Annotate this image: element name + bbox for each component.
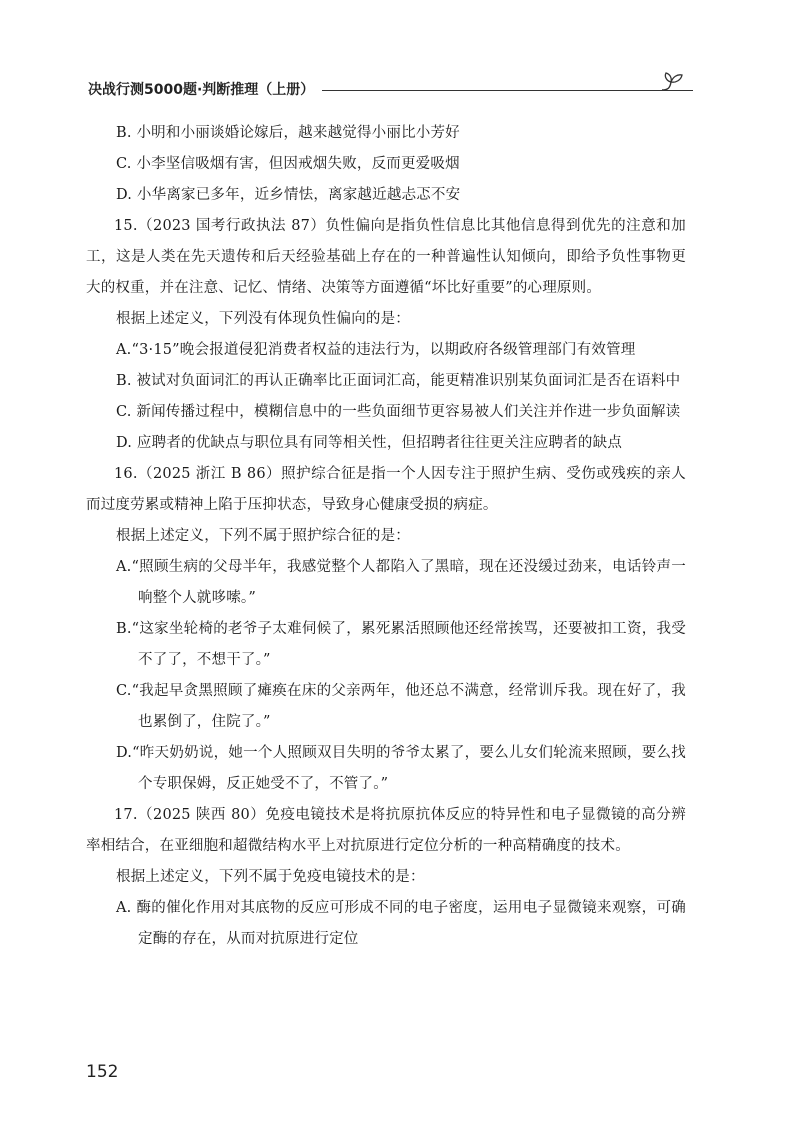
question-15-option-a: A.“3·15”晚会报道侵犯消费者权益的违法行为，以期政府各级管理部门有效管理 bbox=[116, 342, 636, 358]
question-16-option-a: A.“照顾生病的父母半年，我感觉整个人都陷入了黑暗，现在还没缓过劲来，电话铃声一响整个人就哆嗦。” bbox=[116, 559, 686, 606]
prev-option-c: C. 小李坚信吸烟有害，但因戒烟失败，反而更爱吸烟 bbox=[116, 156, 460, 172]
question-16-option-c: C.“我起早贪黑照顾了瘫痪在床的父亲两年，他还总不满意，经常训斥我。现在好了，我也累倒了，住院了。” bbox=[116, 683, 686, 730]
prev-option-d: D. 小华离家已多年，近乡情怯，离家越近越忐忑不安 bbox=[116, 187, 461, 203]
question-17-stem: 17.（2025 陕西 80）免疫电镜技术是将抗原抗体反应的特异性和电子显微镜的高分辨率相结合，在亚细胞和超微结构水平上对抗原进行定位分析的一种高精确度的技术。 bbox=[86, 807, 686, 854]
question-16-lead: 根据上述定义，下列不属于照护综合征的是： bbox=[116, 528, 410, 544]
sprout-icon bbox=[658, 68, 686, 96]
question-15-option-d: D. 应聘者的优缺点与职位具有同等相关性，但招聘者往往更关注应聘者的缺点 bbox=[116, 435, 623, 451]
prev-option-b: B. 小明和小丽谈婚论嫁后，越来越觉得小丽比小芳好 bbox=[116, 125, 460, 141]
header-rule bbox=[322, 90, 693, 91]
question-15-stem: 15.（2023 国考行政执法 87）负性偏向是指负性信息比其他信息得到优先的注意和加工，这是人类在先天遗传和后天经验基础上存在的一种普遍性认知倾向，即给予负性事物更大的权重，并在注意、记忆、情绪、决策等方面遵循“坏比好重要”的心理原则。 bbox=[86, 218, 686, 296]
question-15-lead: 根据上述定义，下列没有体现负性偏向的是： bbox=[116, 311, 410, 327]
question-16-stem: 16.（2025 浙江 B 86）照护综合征是指一个人因专注于照护生病、受伤或残疾的亲人而过度劳累或精神上陷于压抑状态，导致身心健康受损的病症。 bbox=[86, 466, 686, 513]
question-15-option-c: C. 新闻传播过程中，模糊信息中的一些负面细节更容易被人们关注并作进一步负面解读 bbox=[116, 404, 681, 420]
question-17-lead: 根据上述定义，下列不属于免疫电镜技术的是： bbox=[116, 869, 425, 885]
page-content bbox=[86, 118, 686, 955]
running-header bbox=[88, 78, 693, 100]
question-16-option-d: D.“昨天奶奶说，她一个人照顾双目失明的爷爷太累了，要么儿女们轮流来照顾，要么找个专职保姆，反正她受不了，不管了。” bbox=[116, 745, 686, 792]
question-15-option-b: B. 被试对负面词汇的再认正确率比正面词汇高，能更精准识别某负面词汇是否在语料中 bbox=[116, 373, 681, 389]
question-17-option-a: A. 酶的催化作用对其底物的反应可形成不同的电子密度，运用电子显微镜来观察，可确定酶的存在，从而对抗原进行定位 bbox=[116, 900, 686, 947]
header-title: 决战行测5000题·判断推理（上册） bbox=[88, 82, 315, 98]
question-16-option-b: B.“这家坐轮椅的老爷子太难伺候了，累死累活照顾他还经常挨骂，还要被扣工资，我受不了了，不想干了。” bbox=[116, 621, 686, 668]
page-number: 152 bbox=[86, 1062, 119, 1082]
